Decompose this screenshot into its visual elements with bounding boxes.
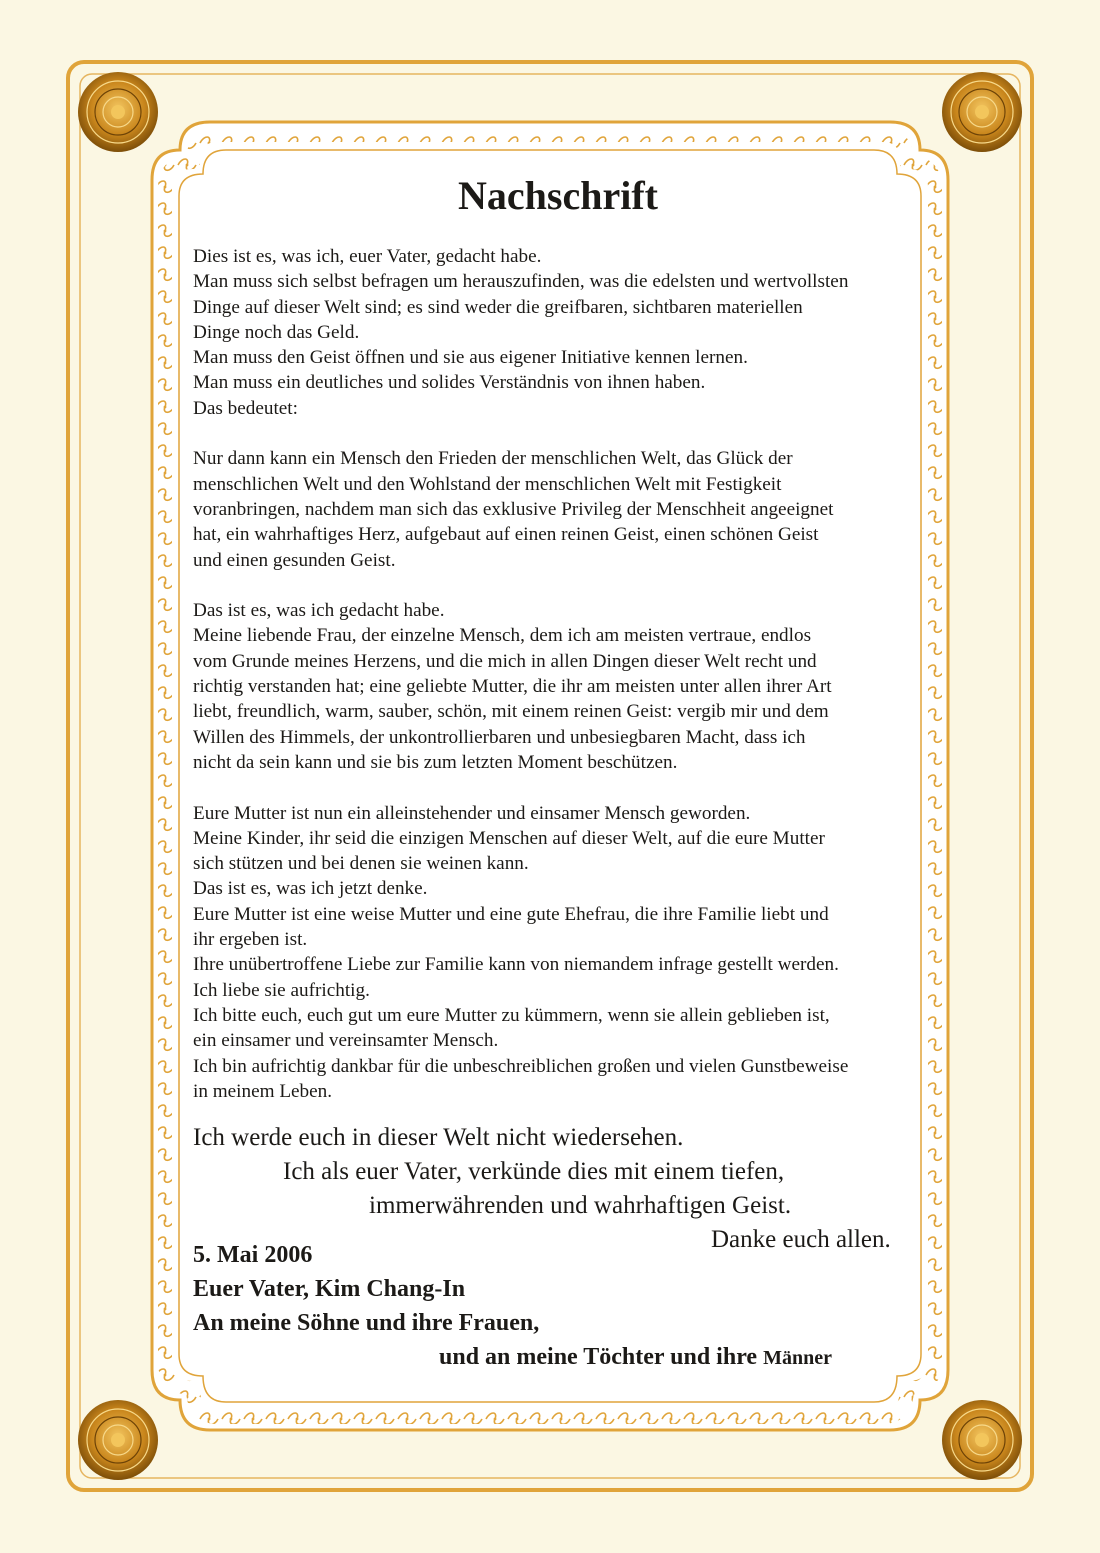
corner-medallion-icon — [78, 72, 158, 152]
body-line: vom Grunde meines Herzens, und die mich in allen Dingen dieser Welt recht und — [193, 650, 817, 672]
page-title: Nachschrift — [458, 173, 658, 218]
letter-body — [193, 244, 923, 1104]
body-line: liebt, freundlich, warm, sauber, schön, mit einem reinen Geist: vergib mir und dem — [193, 701, 829, 723]
body-line: Meine Kinder, ihr seid die einzigen Menschen auf dieser Welt, auf die eure Mutter — [193, 827, 825, 849]
body-line: Meine liebende Frau, der einzelne Mensch, dem ich am meisten vertraue, endlos — [193, 625, 812, 647]
paragraph-gap — [193, 775, 923, 800]
paragraph-gap — [193, 421, 923, 446]
corner-medallion-icon — [942, 1400, 1022, 1480]
closing-line: Ich werde euch in dieser Welt nicht wiedersehen. — [193, 1124, 684, 1151]
body-line: Man muss ein deutliches und solides Verständnis von ihnen haben. — [193, 372, 706, 394]
body-line: Ich bitte euch, euch gut um eure Mutter zu kümmern, wenn sie allein geblieben ist, — [193, 1004, 830, 1026]
signature: Euer Vater, Kim Chang-In — [193, 1276, 466, 1302]
body-line: richtig verstanden hat; eine geliebte Mutter, die ihr am meisten unter allen ihrer Art — [193, 676, 832, 698]
body-line: Ich bin aufrichtig dankbar für die unbeschreiblichen großen und vielen Gunstbeweise — [193, 1055, 849, 1077]
body-line: Willen des Himmels, der unkontrollierbaren und unbesiegbaren Macht, dass ich — [193, 726, 806, 748]
body-line: menschlichen Welt und den Wohlstand der menschlichen Welt mit Festigkeit — [193, 473, 782, 495]
body-line: voranbringen, nachdem man sich das exklusive Privileg der Menschheit angeeignet — [193, 498, 834, 520]
body-line: ihr ergeben ist. — [193, 929, 308, 951]
body-line: Man muss sich selbst befragen um herauszufinden, was die edelsten und wertvollsten — [193, 271, 849, 293]
closing-lines — [193, 1121, 923, 1257]
body-line: sich stützen und bei denen sie weinen kann. — [193, 853, 529, 875]
body-line: Dies ist es, was ich, euer Vater, gedacht habe. — [193, 246, 542, 267]
corner-medallion-icon — [942, 72, 1022, 152]
body-line: und einen gesunden Geist. — [193, 549, 396, 571]
body-line: Eure Mutter ist eine weise Mutter und eine gute Ehefrau, die ihre Familie liebt und — [193, 903, 829, 925]
body-line: Man muss den Geist öffnen und sie aus eigener Initiative kennen lernen. — [193, 347, 748, 369]
closing-line: Ich als euer Vater, verkünde dies mit einem tiefen, — [283, 1158, 785, 1185]
body-line: in meinem Leben. — [193, 1080, 333, 1102]
body-line: Das bedeutet: — [193, 397, 298, 419]
body-line: Das ist es, was ich jetzt denke. — [193, 878, 428, 900]
body-line: hat, ein wahrhaftiges Herz, aufgebaut auf einen reinen Geist, einen schönen Geist — [193, 524, 819, 546]
body-line: Dinge auf dieser Welt sind; es sind weder die greifbaren, sichtbaren materiellen — [193, 296, 803, 318]
closing-line: Danke euch allen. — [711, 1226, 891, 1253]
body-line: Eure Mutter ist nun ein alleinstehender und einsamer Mensch geworden. — [193, 802, 751, 824]
body-line: Das ist es, was ich gedacht habe. — [193, 600, 445, 622]
corner-medallion-icon — [78, 1400, 158, 1480]
body-line: Nur dann kann ein Mensch den Frieden der menschlichen Welt, das Glück der — [193, 448, 793, 470]
addressee-end: Männer — [763, 1347, 832, 1369]
body-line: nicht da sein kann und sie bis zum letzten Moment beschützen. — [193, 751, 678, 773]
body-line: Ich liebe sie aufrichtig. — [193, 979, 370, 1001]
body-line: Dinge noch das Geld. — [193, 321, 360, 343]
addressee-line: An meine Söhne und ihre Frauen, — [193, 1310, 540, 1336]
paragraph-gap — [193, 573, 923, 598]
signature-block — [193, 1238, 923, 1375]
letter-date: 5. Mai 2006 — [193, 1242, 313, 1268]
document-content — [193, 0, 923, 1553]
addressee-text: und an meine Töchter und ihre — [439, 1344, 758, 1370]
body-line: Ihre unübertroffene Liebe zur Familie kann von niemandem infrage gestellt werden. — [193, 954, 839, 976]
closing-line: immerwährenden und wahrhaftigen Geist. — [369, 1192, 792, 1219]
body-line: ein einsamer und vereinsamter Mensch. — [193, 1030, 499, 1052]
addressee-line — [193, 1340, 923, 1375]
